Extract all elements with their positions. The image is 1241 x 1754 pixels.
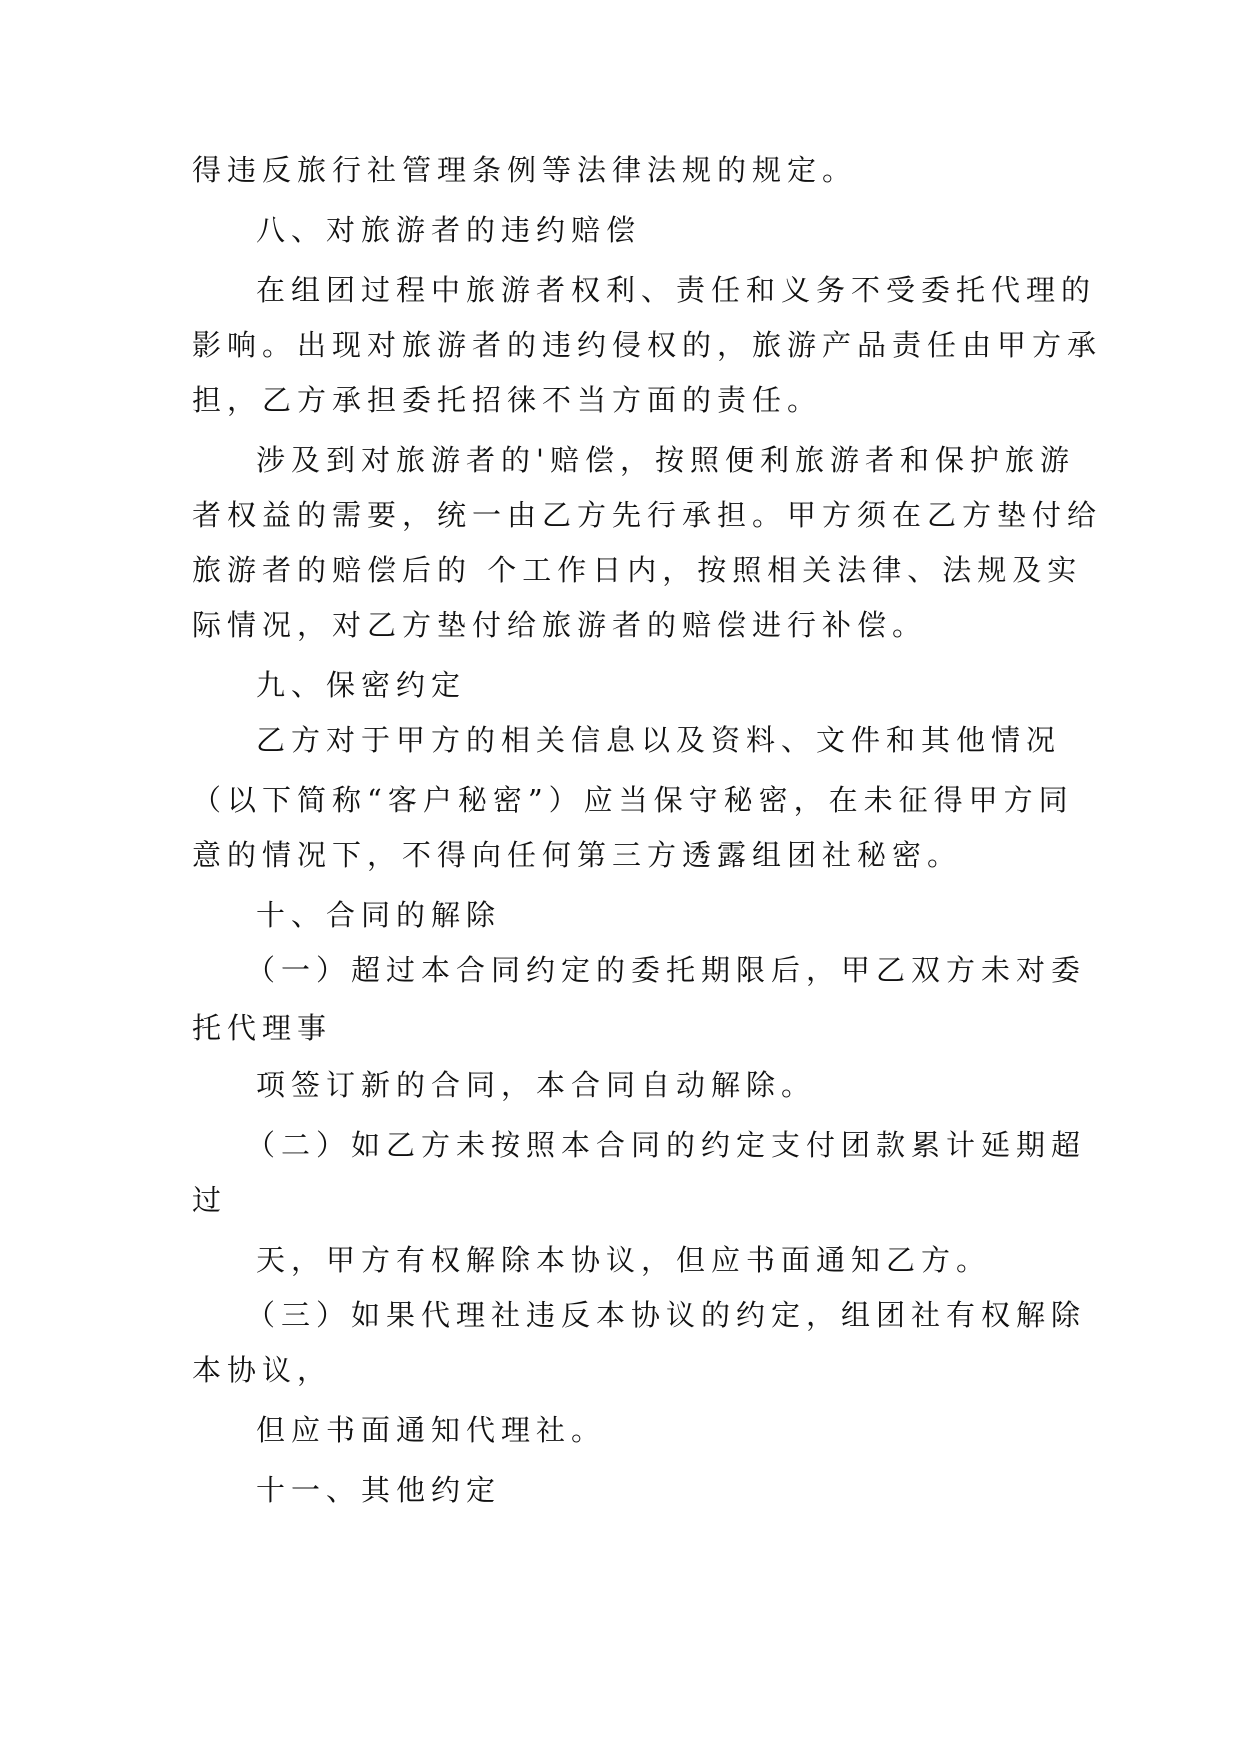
body-text-line: 乙方对于甲方的相关信息以及资料、文件和其他情况: [256, 723, 1062, 757]
body-text-line: 得违反旅行社管理条例等法律法规的规定。: [192, 153, 858, 187]
body-text-line: （三）如果代理社违反本协议的约定，组团社有权解除: [246, 1298, 1087, 1332]
body-text-line: 担，乙方承担委托招徕不当方面的责任。: [192, 383, 823, 417]
body-text-line: （二）如乙方未按照本合同的约定支付团款累计延期超: [246, 1128, 1087, 1162]
body-text-line: 托代理事: [192, 1011, 333, 1045]
section-heading-11: 十一、其他约定: [256, 1473, 502, 1507]
section-heading-8: 八、对旅游者的违约赔偿: [256, 213, 642, 247]
body-text-line: 意的情况下，不得向任何第三方透露组团社秘密。: [192, 838, 963, 872]
body-text-line: 过: [192, 1183, 228, 1217]
body-text-line: 影响。出现对旅游者的违约侵权的，旅游产品责任由甲方承: [192, 328, 1103, 362]
body-text-line: 旅游者的赔偿后的 个工作日内，按照相关法律、法规及实: [192, 553, 1083, 587]
body-text-line: 天，甲方有权解除本协议，但应书面通知乙方。: [256, 1243, 992, 1277]
body-text-line: 但应书面通知代理社。: [256, 1413, 607, 1447]
body-text-line: 际情况，对乙方垫付给旅游者的赔偿进行补偿。: [192, 608, 928, 642]
body-text-line: （一）超过本合同约定的委托期限后，甲乙双方未对委: [246, 953, 1087, 987]
body-text-line: 在组团过程中旅游者权利、责任和义务不受委托代理的: [256, 273, 1097, 307]
body-text-line: 者权益的需要，统一由乙方先行承担。甲方须在乙方垫付给: [192, 498, 1103, 532]
body-text-line: 本协议，: [192, 1353, 333, 1387]
body-text-line: 涉及到对旅游者的'赔偿，按照便利旅游者和保护旅游: [256, 443, 1075, 477]
section-heading-9: 九、保密约定: [256, 668, 467, 702]
body-text-line: 项签订新的合同，本合同自动解除。: [256, 1068, 817, 1102]
body-text-line: （以下简称“客户秘密”）应当保守秘密，在未征得甲方同: [192, 783, 1074, 817]
section-heading-10: 十、合同的解除: [256, 898, 502, 932]
